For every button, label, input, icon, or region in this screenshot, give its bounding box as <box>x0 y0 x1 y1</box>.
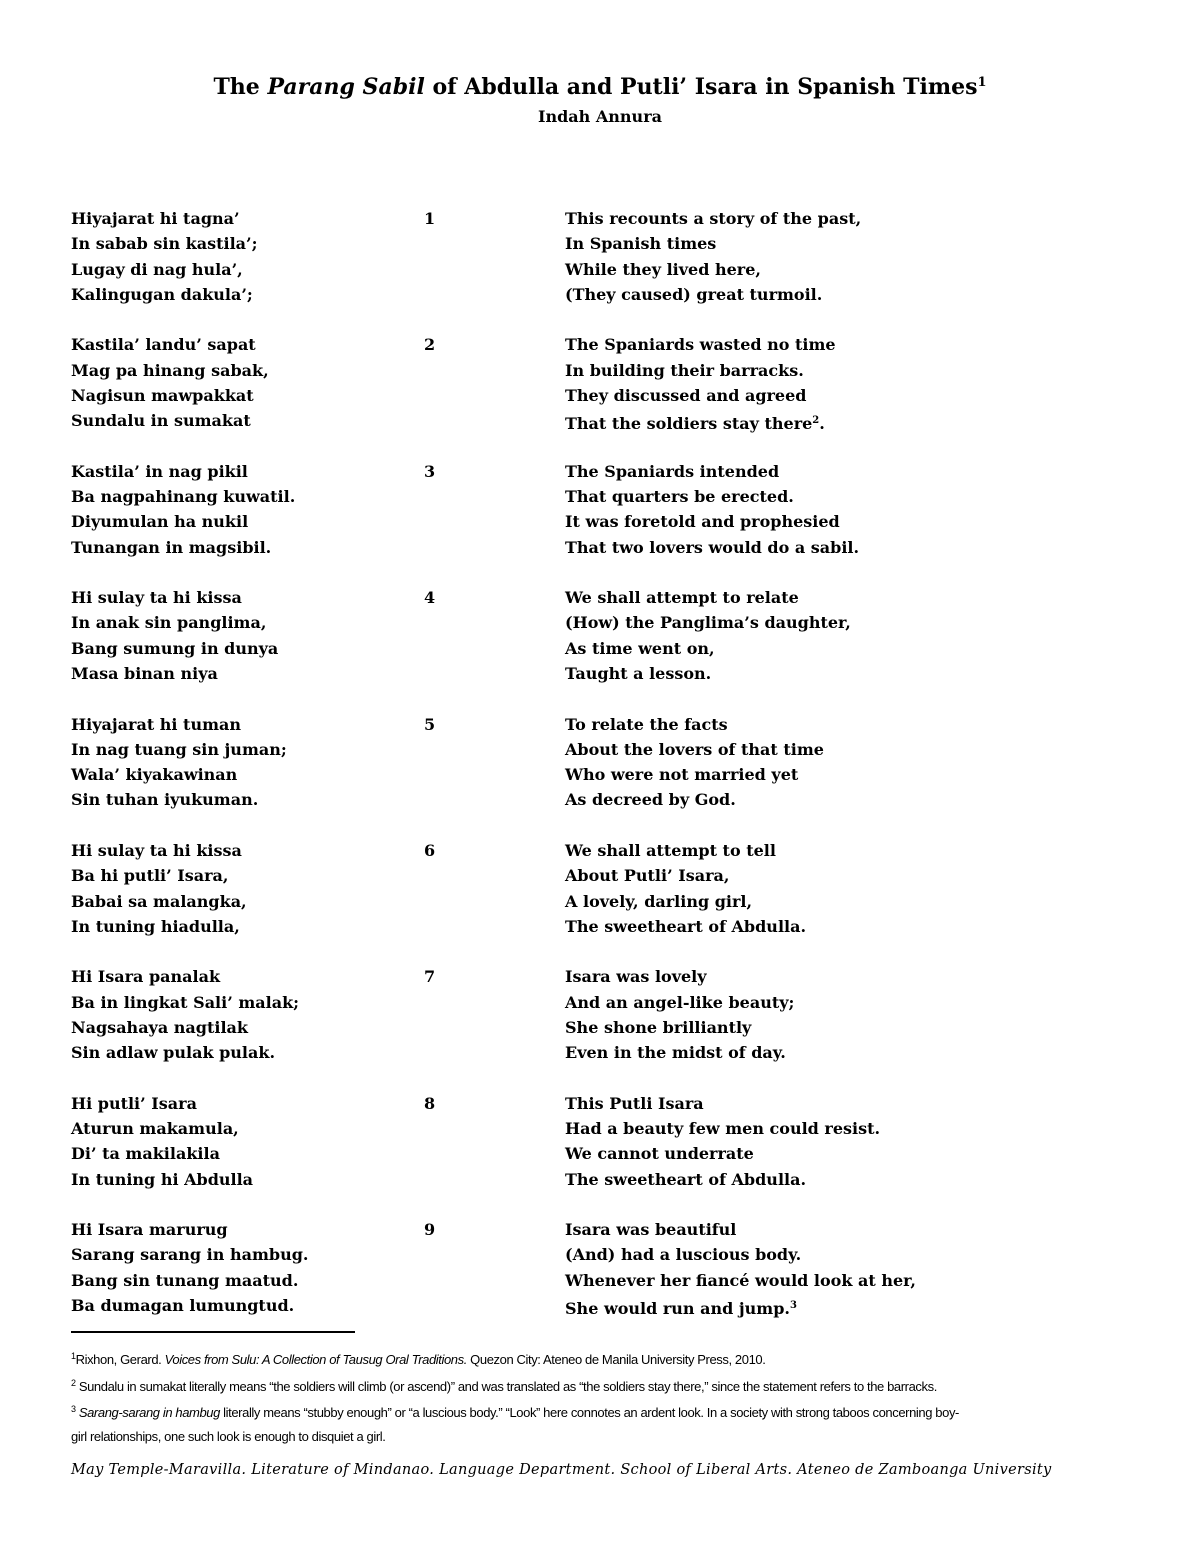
english-translation <box>565 838 806 939</box>
translation-line: As time went on, <box>565 638 715 658</box>
title-footnote-ref: 1 <box>977 75 987 90</box>
verse-line: Mag pa hinang sabak, <box>71 360 269 380</box>
verse-line: Ba nagpahinang kuwatil. <box>71 487 296 507</box>
verse-line: In sabab sin kastila’; <box>71 234 258 254</box>
tausug-verse <box>71 206 258 307</box>
translation-line: Who were not married yet <box>565 765 799 785</box>
translation-line: In building their barracks. <box>565 360 804 380</box>
translation-line: It was foretold and prophesied <box>565 512 840 532</box>
verse-line: Nagsahaya nagtilak <box>71 1017 248 1037</box>
tausug-verse <box>71 1217 308 1318</box>
verse-line: Sundalu in sumakat <box>71 411 251 431</box>
translation-line: She shone brilliantly <box>565 1017 752 1037</box>
translation-line: (They caused) great turmoil. <box>565 284 823 304</box>
page-title <box>0 74 1200 100</box>
translation-line: Had a beauty few men could resist. <box>565 1119 881 1139</box>
translation-line: A lovely, darling girl, <box>565 891 753 911</box>
translation-line: Taught a lesson. <box>565 664 712 684</box>
verse-line: Hi sulay ta hi kissa <box>71 840 242 860</box>
verse-line: Babai sa malangka, <box>71 891 247 911</box>
tausug-verse <box>71 332 269 433</box>
verse-line: In anak sin panglima, <box>71 613 267 633</box>
translation-line: They discussed and agreed <box>565 385 807 405</box>
translation-line: Isara was lovely <box>565 967 707 987</box>
english-translation <box>565 206 861 307</box>
translation-line: To relate the facts <box>565 714 728 734</box>
stanza-number: 9 <box>424 1220 436 1240</box>
translation-line: Whenever her fiancé would look at her, <box>565 1270 916 1290</box>
stanza-number: 2 <box>424 335 436 355</box>
verse-line: Wala’ kiyakawinan <box>71 765 238 785</box>
translation-line: We cannot underrate <box>565 1144 754 1164</box>
footnote-3: $^3$ Sarang-sarang in hambug literally means “stubby enough” or “a luscious body.” “Look” here connotes an ardent look. In a society with strong taboos concerning boy- girl relationships, one such look is enough to disquiet a girl. <box>71 1404 959 1444</box>
translation-line: And an angel-like beauty; <box>565 992 795 1012</box>
stanza <box>71 459 1131 585</box>
translation-line: The Spaniards wasted no time <box>565 335 836 355</box>
translation-line: The sweetheart of Abdulla. <box>565 916 807 936</box>
tausug-verse <box>71 712 287 813</box>
verse-line: Ba in lingkat Sali’ malak; <box>71 992 300 1012</box>
tausug-verse <box>71 585 278 686</box>
translation-line: We shall attempt to relate <box>565 588 799 608</box>
title-suffix: of Abdulla and Putli’ Isara in Spanish Times <box>424 74 978 100</box>
translation-line: While they lived here, <box>565 259 761 279</box>
verse-line: Bang sin tunang maatud. <box>71 1270 299 1290</box>
translation-line: She would run and jump.$^3$ <box>565 1299 797 1319</box>
translation-line: That two lovers would do a sabil. <box>565 537 860 557</box>
stanza-number: 4 <box>424 588 436 608</box>
translation-line: This Putli Isara <box>565 1093 704 1113</box>
stanza <box>71 1091 1131 1217</box>
translation-line: As decreed by God. <box>565 790 736 810</box>
stanza <box>71 206 1131 332</box>
translation-line: The sweetheart of Abdulla. <box>565 1169 807 1189</box>
verse-line: Kalingugan dakula’; <box>71 284 253 304</box>
footnote-ref: 2 <box>812 415 820 427</box>
stanza-number: 1 <box>424 209 436 228</box>
verse-line: Hi sulay ta hi kissa <box>71 588 242 608</box>
translation-line: (And) had a luscious body. <box>565 1245 802 1265</box>
english-translation <box>565 459 859 560</box>
page-footer: May Temple-Maravilla. Literature of Mindanao. Language Department. School of Liberal Arts. Ateneo de Zamboanga University <box>71 1462 1052 1478</box>
translation-line: That the soldiers stay there$^2$. <box>565 414 825 434</box>
translation-line: This recounts a story of the past, <box>565 209 862 228</box>
translation-line: We shall attempt to tell <box>565 840 776 860</box>
translation-line: In Spanish times <box>565 234 717 254</box>
verse-line: Ba dumagan lumungtud. <box>71 1296 295 1316</box>
footnotes <box>71 1345 1131 1448</box>
english-translation <box>565 964 794 1065</box>
verse-line: Hiyajarat hi tagna’ <box>71 209 240 228</box>
footnote-divider <box>71 1331 355 1333</box>
verse-line: Lugay di nag hula’, <box>71 259 243 279</box>
verse-line: Aturun makamula, <box>71 1119 239 1139</box>
translation-line: About the lovers of that time <box>565 739 824 759</box>
english-translation <box>565 585 851 686</box>
verse-line: Hi putli’ Isara <box>71 1093 197 1113</box>
english-translation <box>565 1091 880 1192</box>
stanza <box>71 1217 1131 1343</box>
verse-line: Masa binan niya <box>71 664 218 684</box>
tausug-verse <box>71 459 295 560</box>
verse-line: Sin adlaw pulak pulak. <box>71 1043 276 1063</box>
tausug-verse <box>71 838 247 939</box>
verse-line: Hi Isara marurug <box>71 1220 228 1240</box>
stanza <box>71 838 1131 964</box>
english-translation <box>565 332 836 433</box>
stanza <box>71 964 1131 1090</box>
verse-line: Hiyajarat hi tuman <box>71 714 242 734</box>
english-translation <box>565 1217 916 1318</box>
title-prefix: The <box>213 74 268 100</box>
stanza <box>71 332 1131 458</box>
author-name: Indah Annura <box>538 107 662 126</box>
stanza <box>71 585 1131 711</box>
verse-line: Hi Isara panalak <box>71 967 221 987</box>
verse-line: In tuning hi Abdulla <box>71 1169 254 1189</box>
tausug-verse <box>71 964 299 1065</box>
stanza-number: 5 <box>424 714 436 734</box>
translation-line: About Putli’ Isara, <box>565 866 730 886</box>
verse-line: In nag tuang sin juman; <box>71 739 287 759</box>
translation-line: Even in the midst of day. <box>565 1043 786 1063</box>
verse-line: Di’ ta makilakila <box>71 1144 220 1164</box>
stanza-number: 8 <box>424 1093 436 1113</box>
tausug-verse <box>71 1091 253 1192</box>
translation-line: (How) the Panglima’s daughter, <box>565 613 851 633</box>
english-translation <box>565 712 824 813</box>
verse-line: Ba hi putli’ Isara, <box>71 866 229 886</box>
translation-line: Isara was beautiful <box>565 1220 737 1240</box>
verse-line: Nagisun mawpakkat <box>71 385 254 405</box>
verse-line: Sarang sarang in hambug. <box>71 1245 309 1265</box>
stanza-number: 6 <box>424 840 436 860</box>
verse-line: Sin tuhan iyukuman. <box>71 790 259 810</box>
verse-line: Tunangan in magsibil. <box>71 537 272 557</box>
title-italic: Parang Sabil <box>267 74 425 100</box>
verse-line: Kastila’ landu’ sapat <box>71 335 256 355</box>
stanza-number: 3 <box>424 461 436 481</box>
verse-line: Bang sumung in dunya <box>71 638 279 658</box>
stanza-number: 7 <box>424 967 436 987</box>
footnote-ref: 3 <box>789 1300 797 1312</box>
verse-line: In tuning hiadulla, <box>71 916 240 936</box>
stanza <box>71 712 1131 838</box>
translation-line: The Spaniards intended <box>565 461 780 481</box>
verse-line: Diyumulan ha nukil <box>71 512 249 532</box>
verse-line: Kastila’ in nag pikil <box>71 461 248 481</box>
stanza-list <box>71 206 1131 1344</box>
translation-line: That quarters be erected. <box>565 487 794 507</box>
footnote-1: $^1$Rixhon, Gerard. Voices from Sulu: A Collection of Tausug Oral Traditions. Quezon City: Ateneo de Manila University Press, 2010. <box>71 1351 766 1367</box>
footnote-2: $^2$ Sundalu in sumakat literally means “the soldiers will climb (or ascend)” and was translated as “the soldiers stay there,” since the statement refers to the barracks. <box>71 1377 937 1394</box>
